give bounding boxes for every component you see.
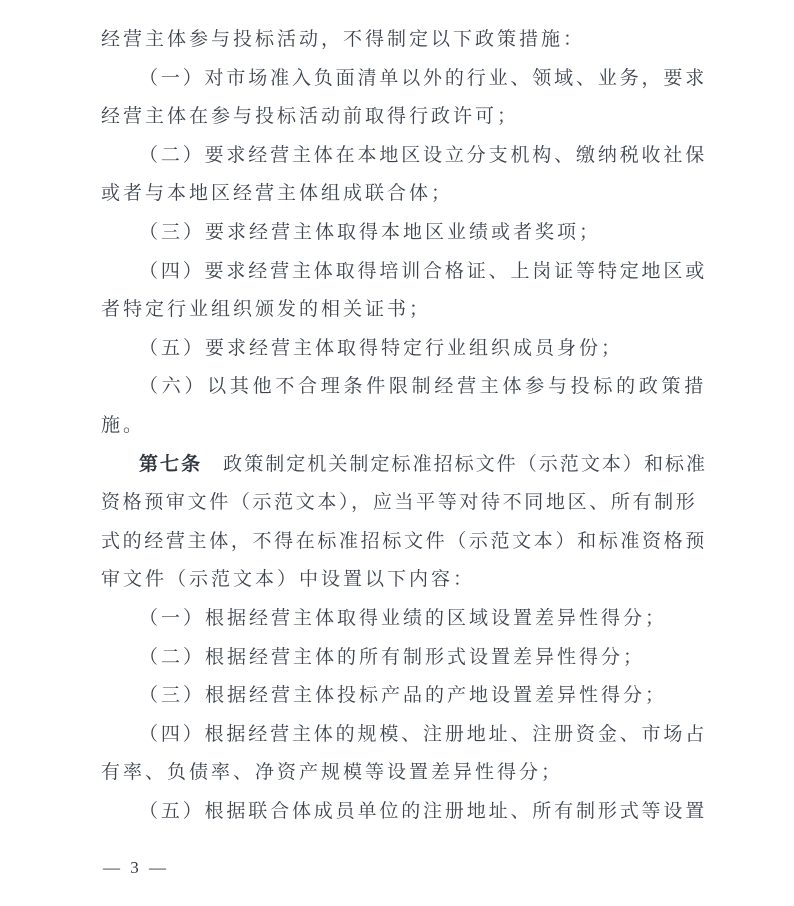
document-line: （六）以其他不合理条件限制经营主体参与投标的政策措 (139, 376, 708, 398)
document-line: （四）根据经营主体的规模、注册地址、注册资金、市场占 (139, 723, 708, 745)
document-line: 或者与本地区经营主体组成联合体； (101, 183, 454, 205)
document-line: 第七条 政策制定机关制定标准招标文件（示范文本）和标准 (139, 453, 708, 475)
document-line: （二）要求经营主体在本地区设立分支机构、缴纳税收社保 (139, 144, 708, 166)
document-line: （一）对市场准入负面清单以外的行业、领域、业务，要求 (139, 67, 708, 89)
document-line: （五）根据联合体成员单位的注册地址、所有制形式等设置 (139, 800, 708, 822)
document-line: （三）根据经营主体投标产品的产地设置差异性得分； (139, 685, 668, 707)
document-line: （四）要求经营主体取得培训合格证、上岗证等特定地区或 (139, 260, 708, 282)
document-line: （一）根据经营主体取得业绩的区域设置差异性得分； (139, 607, 668, 629)
document-line: （二）根据经营主体的所有制形式设置差异性得分； (139, 646, 646, 668)
document-line: 有率、负债率、净资产规模等设置差异性得分； (101, 762, 564, 784)
document-line: 经营主体在参与投标活动前取得行政许可； (101, 106, 520, 128)
article-number: 第七条 (139, 453, 203, 475)
document-text-block (101, 21, 707, 831)
document-line: 经营主体参与投标活动，不得制定以下政策措施： (101, 29, 586, 50)
document-line: 施。 (101, 414, 146, 436)
page-number: — 3 — (103, 858, 169, 877)
document-line: （三）要求经营主体取得本地区业绩或者奖项； (139, 221, 602, 243)
document-line: 资格预审文件（示范文本），应当平等对待不同地区、所有制形 (101, 492, 698, 514)
document-line: 式的经营主体，不得在标准招标文件（示范文本）和标准资格预 (101, 530, 707, 552)
document-line: 者特定行业组织颁发的相关证书； (101, 299, 432, 321)
document-line: （五）要求经营主体取得特定行业组织成员身份； (139, 337, 624, 359)
document-line: 审文件（示范文本）中设置以下内容： (101, 569, 476, 591)
